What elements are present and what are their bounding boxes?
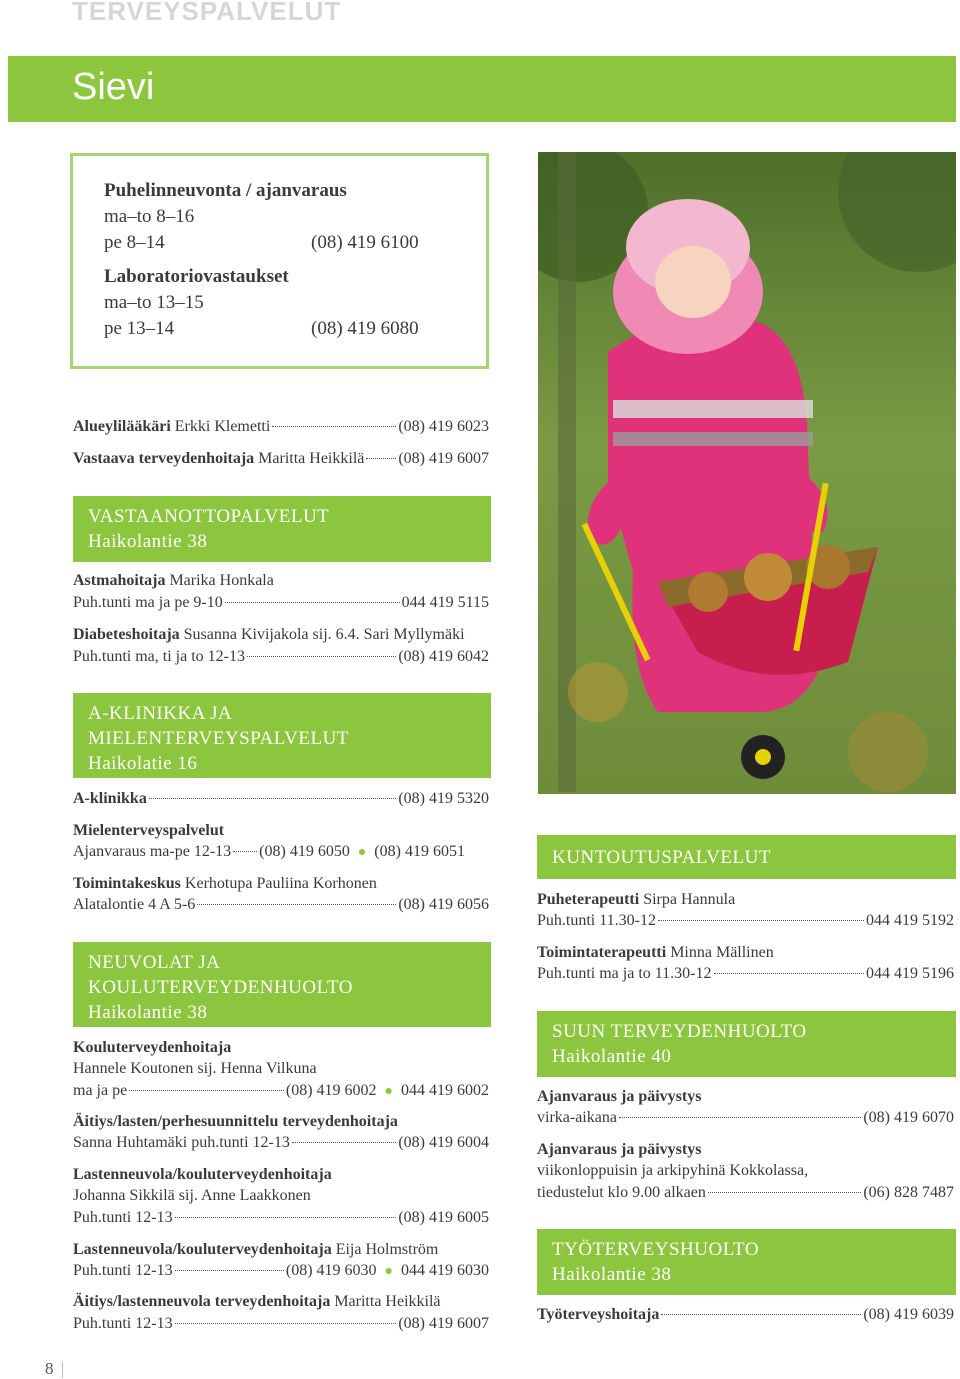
toimintaterapeutti-row: Puh.tunti ma ja to 11.30-12 044 419 5196 [537, 965, 954, 982]
suun-a1-row: virka-aikana (08) 419 6070 [537, 1109, 954, 1126]
k2-label: Äitiys/lasten/perhesuunnittelu terveydenhoitaja [73, 1113, 398, 1130]
suun-address: Haikolantie 40 [552, 1046, 672, 1067]
puheterapeutti-row: Puh.tunti 11.30-12 044 419 5192 [537, 912, 954, 929]
astma-row: Puh.tunti ma ja pe 9-10 044 419 5115 [73, 594, 489, 611]
lab-title: Laboratoriovastaukset [104, 266, 289, 287]
neuvolat-header [73, 942, 491, 1027]
k1-label: Kouluterveydenhoitaja [73, 1039, 232, 1056]
suun-header [537, 1011, 956, 1077]
kuntoutus-header [537, 835, 956, 879]
lab-number: (08) 419 6080 [311, 318, 419, 339]
phone-number: (08) 419 6100 [311, 232, 419, 253]
tyoterveys-row: Työterveyshoitaja (08) 419 6039 [537, 1306, 954, 1323]
k4-line: Lastenneuvola/kouluterveydenhoitaja Eija Holmström [73, 1241, 439, 1258]
kuntoutus-title: KUNTOUTUSPALVELUT [552, 847, 771, 868]
mt-row: Ajanvaraus ma-pe 12-13 (08) 419 6050 ● (08) 419 6051 [73, 842, 489, 863]
k3-label: Lastenneuvola/kouluterveydenhoitaja [73, 1166, 332, 1183]
page-number: 8 [45, 1359, 54, 1378]
phone-hours-1: ma–to 8–16 [104, 206, 195, 227]
bullet-icon: ● [357, 845, 367, 860]
tyoterveys-header [537, 1229, 956, 1295]
bullet-icon: ● [384, 1084, 393, 1099]
phone-title: Puhelinneuvonta / ajanvaraus [104, 180, 347, 201]
aklinikka-address: Haikolatie 16 [88, 753, 198, 774]
vastaanotto-address: Haikolantie 38 [88, 531, 208, 552]
aklinikka-title-2: MIELENTERVEYSPALVELUT [88, 728, 349, 749]
section-label: TERVEYSPALVELUT [72, 0, 342, 26]
k5-row: Puh.tunti 12-13 (08) 419 6007 [73, 1315, 489, 1332]
k1-row: ma ja pe (08) 419 6002 ● 044 419 6002 [73, 1081, 489, 1102]
bullet-icon: ● [384, 1264, 393, 1279]
tk-row: Alatalontie 4 A 5-6 (08) 419 6056 [73, 896, 489, 913]
suun-a2-line: viikonloppuisin ja arkipyhinä Kokkolassa, [537, 1162, 809, 1179]
tyoterveys-title: TYÖTERVEYSHUOLTO [552, 1239, 760, 1260]
suun-a2-label: Ajanvaraus ja päivystys [537, 1141, 702, 1158]
aklinikka-header [73, 693, 491, 778]
diab-line: Diabeteshoitaja Susanna Kivijakola sij. 6.4. Sari Myllymäki [73, 626, 465, 643]
aklinikka-row: A-klinikka (08) 419 5320 [73, 790, 489, 807]
k4-row: Puh.tunti 12-13 (08) 419 6030 ● 044 419 6030 [73, 1261, 489, 1282]
k3-row: Puh.tunti 12-13 (08) 419 6005 [73, 1209, 489, 1226]
suun-a2-row: tiedustelut klo 9.00 alkaen (06) 828 7487 [537, 1184, 954, 1201]
tyoterveys-address: Haikolantie 38 [552, 1264, 672, 1285]
diab-row: Puh.tunti ma, ti ja to 12-13 (08) 419 6042 [73, 648, 489, 665]
toimintaterapeutti-line: Toimintaterapeutti Minna Mällinen [537, 944, 774, 961]
child-wheelbarrow-photo [538, 152, 956, 794]
phone-hours-2: pe 8–14 [104, 232, 165, 253]
title-banner [8, 56, 956, 122]
staff-row-alueylilaakari: Alueylilääkäri Erkki Klemetti (08) 419 6023 [73, 418, 489, 435]
tk-line: Toimintakeskus Kerhotupa Pauliina Korhonen [73, 875, 377, 892]
lab-hours-2: pe 13–14 [104, 318, 175, 339]
suun-title: SUUN TERVEYDENHUOLTO [552, 1021, 807, 1042]
puheterapeutti-line: Puheterapeutti Sirpa Hannula [537, 891, 736, 908]
mt-label: Mielenterveyspalvelut [73, 822, 225, 839]
lab-hours-1: ma–to 13–15 [104, 292, 204, 313]
staff-row-vastaava: Vastaava terveydenhoitaja Maritta Heikkilä (08) 419 6007 [73, 450, 489, 467]
page-title: Sievi [72, 66, 155, 108]
aklinikka-title-1: A-KLINIKKA JA [88, 703, 233, 724]
vastaanotto-title: VASTAANOTTOPALVELUT [88, 506, 330, 527]
k2-row: Sanna Huhtamäki puh.tunti 12-13 (08) 419 6004 [73, 1134, 489, 1151]
k1-name: Hannele Koutonen sij. Henna Vilkuna [73, 1060, 317, 1077]
astma-line: Astmahoitaja Marika Honkala [73, 572, 274, 589]
neuvolat-address: Haikolantie 38 [88, 1002, 208, 1023]
k5-line: Äitiys/lastenneuvola terveydenhoitaja Maritta Heikkilä [73, 1293, 441, 1310]
vastaanotto-header [73, 496, 491, 562]
page-number-divider [62, 1362, 63, 1378]
contact-box [70, 153, 489, 369]
neuvolat-title-1: NEUVOLAT JA [88, 952, 221, 973]
suun-a1-label: Ajanvaraus ja päivystys [537, 1088, 702, 1105]
neuvolat-title-2: KOULUTERVEYDENHUOLTO [88, 977, 353, 998]
k3-name: Johanna Sikkilä sij. Anne Laakkonen [73, 1187, 311, 1204]
